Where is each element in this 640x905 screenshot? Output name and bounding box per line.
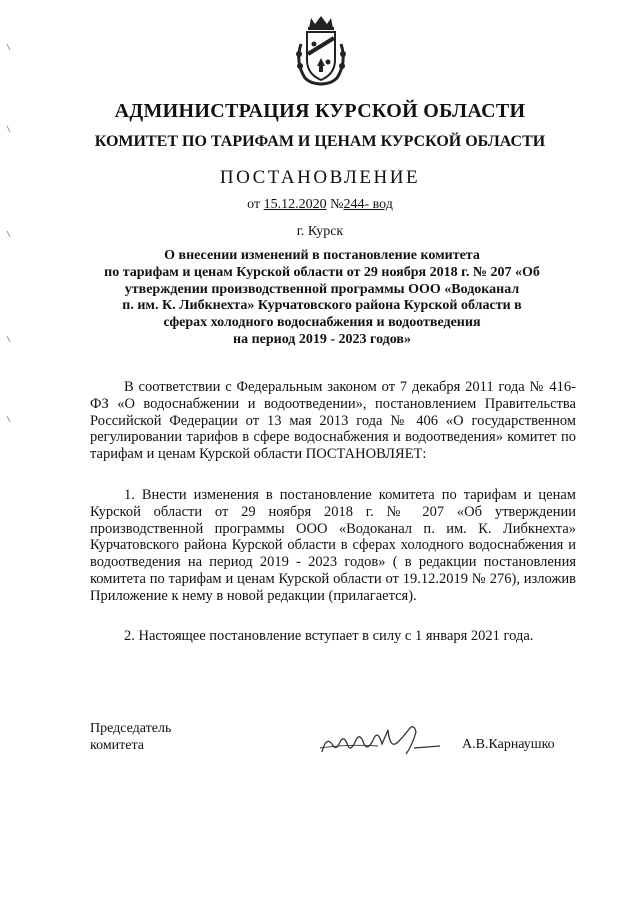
document-number: 244- вод	[343, 197, 393, 212]
date-number-line	[0, 197, 640, 213]
signatory-title-line: Председатель	[90, 721, 172, 736]
preamble-paragraph: В соответствии с Федеральным законом от 7 декабря 2011 года № 416-ФЗ «О водоснабжении и водоотведении», постановлением Правительства Российской Федерации от 13 мая 2013 года № 406 «О государственном регулировании тарифов в сфере водоснабжения и водоотведения» комитет по тарифам и ценам Курской области ПОСТАНОВЛЯЕТ:	[90, 379, 576, 463]
signatory-name: А.В.Карнаушко	[462, 737, 555, 752]
subject-line: на период 2019 - 2023 годов»	[233, 331, 411, 347]
signatory-title	[90, 720, 171, 754]
clause-1-paragraph: 1. Внести изменения в постановление комитета по тарифам и ценам Курской области от 29 ноября 2018 г. № 207 «Об утверждении производственной программы ООО «Водоканал п. им. К. Либкнехта» Курчатовского района Курской области в сферах холодного водоснабжения и водоотведения на период 2019 - 2023 годов» ( в редакции постановления комитета по тарифам и ценам Курской области от 19.12.2019 № 276), изложив Приложение к нему в новой редакции (прилагается).	[90, 487, 576, 604]
number-prefix: №	[330, 197, 344, 212]
document-subject	[80, 248, 564, 349]
subject-line: утверждении производственной программы ООО «Водоканал	[124, 281, 520, 297]
organization-title: АДМИНИСТРАЦИЯ КУРСКОЙ ОБЛАСТИ	[114, 100, 526, 122]
scan-mark	[6, 330, 12, 338]
committee-title: КОМИТЕТ ПО ТАРИФАМ И ЦЕНАМ КУРСКОЙ ОБЛАСТИ	[94, 133, 546, 150]
handwritten-signature-icon	[318, 722, 442, 760]
signatory-title-line: комитета	[90, 738, 145, 753]
subject-line: п. им. К. Либкнехта» Курчатовского района Курской области в	[122, 298, 522, 314]
subject-line: сферах холодного водоснабжения и водоотведения	[163, 315, 481, 331]
city: г. Курск	[296, 224, 344, 239]
subject-line: О внесении изменений в постановление комитета	[164, 248, 480, 263]
document-type: ПОСТАНОВЛЕНИЕ	[219, 167, 421, 188]
document-date: 15.12.2020	[263, 197, 327, 212]
scan-mark	[6, 410, 12, 418]
clause-2-paragraph: 2. Настоящее постановление вступает в силу с 1 января 2021 года.	[124, 628, 534, 644]
coat-of-arms-icon	[293, 14, 349, 88]
scan-mark	[6, 38, 12, 46]
date-prefix: от	[247, 197, 261, 212]
subject-line: по тарифам и ценам Курской области от 29 ноября 2018 г. № 207 «Об	[104, 264, 540, 280]
